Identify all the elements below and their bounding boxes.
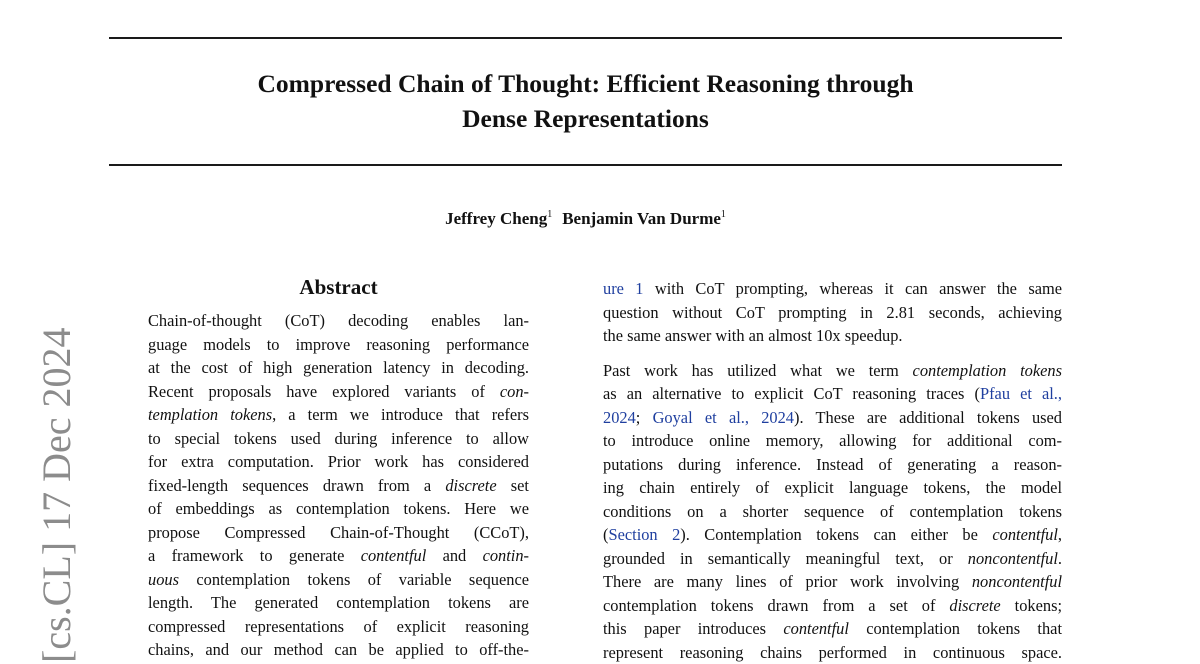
author-affiliation: 1 xyxy=(547,209,552,220)
citation-pfau-year-link[interactable]: 2024 xyxy=(603,408,636,427)
body-line: contemplation tokens drawn from a set of discrete tokens; xyxy=(603,594,1062,618)
body-line: (Section 2). Contemplation tokens can either be contentful, xyxy=(603,523,1062,547)
body-line: ure 1 with CoT prompting, whereas it can answer the same xyxy=(603,277,1062,301)
author-name: Benjamin Van Durme xyxy=(562,209,721,228)
body-line: represent reasoning chains performed in continuous space. xyxy=(603,641,1062,664)
author-name: Jeffrey Cheng xyxy=(445,209,547,228)
citation-goyal-link[interactable]: Goyal et al., 2024 xyxy=(653,408,794,427)
abstract-line: uous contemplation tokens of variable sequence xyxy=(148,568,529,592)
intro-paragraph-1 xyxy=(603,277,1062,348)
author-list xyxy=(109,207,1062,231)
body-line: this paper introduces contentful contemplation tokens that xyxy=(603,617,1062,641)
abstract-line: for extra computation. Prior work has considered xyxy=(148,450,529,474)
body-line: conditions on a shorter sequence of contemplation tokens xyxy=(603,500,1062,524)
title-rule-top xyxy=(109,37,1062,39)
abstract-line: compressed representations of explicit reasoning xyxy=(148,615,529,639)
body-line: grounded in semantically meaningful text, or noncontentful. xyxy=(603,547,1062,571)
body-line: as an alternative to explicit CoT reasoning traces (Pfau et al., xyxy=(603,382,1062,406)
abstract-line: fixed-length sequences drawn from a discrete set xyxy=(148,474,529,498)
abstract-line: at the cost of high generation latency in decoding. xyxy=(148,356,529,380)
abstract-line: propose Compressed Chain-of-Thought (CCoT), xyxy=(148,521,529,545)
body-line: There are many lines of prior work involving noncontentful xyxy=(603,570,1062,594)
body-line: question without CoT prompting in 2.81 seconds, achieving xyxy=(603,301,1062,325)
body-line: ing chain entirely of explicit language tokens, the model xyxy=(603,476,1062,500)
title-rule-bottom xyxy=(109,164,1062,166)
abstract-line: Chain-of-thought (CoT) decoding enables lan- xyxy=(148,309,529,333)
body-line: to introduce online memory, allowing for additional com- xyxy=(603,429,1062,453)
abstract-line: guage models to improve reasoning performance xyxy=(148,333,529,357)
author-affiliation: 1 xyxy=(721,209,726,220)
abstract-line: a framework to generate contentful and contin- xyxy=(148,544,529,568)
abstract-line: chains, and our method can be applied to off-the- xyxy=(148,638,529,662)
title-line-2: Dense Representations xyxy=(462,104,709,133)
abstract-heading: Abstract xyxy=(148,274,529,300)
title-line-1: Compressed Chain of Thought: Efficient Reasoning through xyxy=(257,69,913,98)
arxiv-stamp-text: [cs.CL] 17 Dec 2024 xyxy=(33,328,81,663)
body-line: the same answer with an almost 10x speedup. xyxy=(603,324,1062,348)
section-2-link[interactable]: Section 2 xyxy=(608,525,680,544)
citation-pfau-link[interactable]: Pfau et al., xyxy=(980,384,1062,403)
abstract-line: templation tokens, a term we introduce that refers xyxy=(148,403,529,427)
paper-title xyxy=(109,66,1062,136)
intro-paragraph-2 xyxy=(603,359,1062,664)
body-line: putations during inference. Instead of generating a reason- xyxy=(603,453,1062,477)
abstract-line: length. The generated contemplation tokens are xyxy=(148,591,529,615)
body-line: Past work has utilized what we term contemplation tokens xyxy=(603,359,1062,383)
figure-1-link[interactable]: ure 1 xyxy=(603,279,644,298)
abstract-line: to special tokens used during inference to allow xyxy=(148,427,529,451)
abstract-line: Recent proposals have explored variants of con- xyxy=(148,380,529,404)
abstract-line: of embeddings as contemplation tokens. Here we xyxy=(148,497,529,521)
arxiv-side-stamp xyxy=(15,303,83,648)
intro-body xyxy=(603,277,1062,664)
body-line: 2024; Goyal et al., 2024). These are additional tokens used xyxy=(603,406,1062,430)
abstract-body xyxy=(148,309,529,662)
